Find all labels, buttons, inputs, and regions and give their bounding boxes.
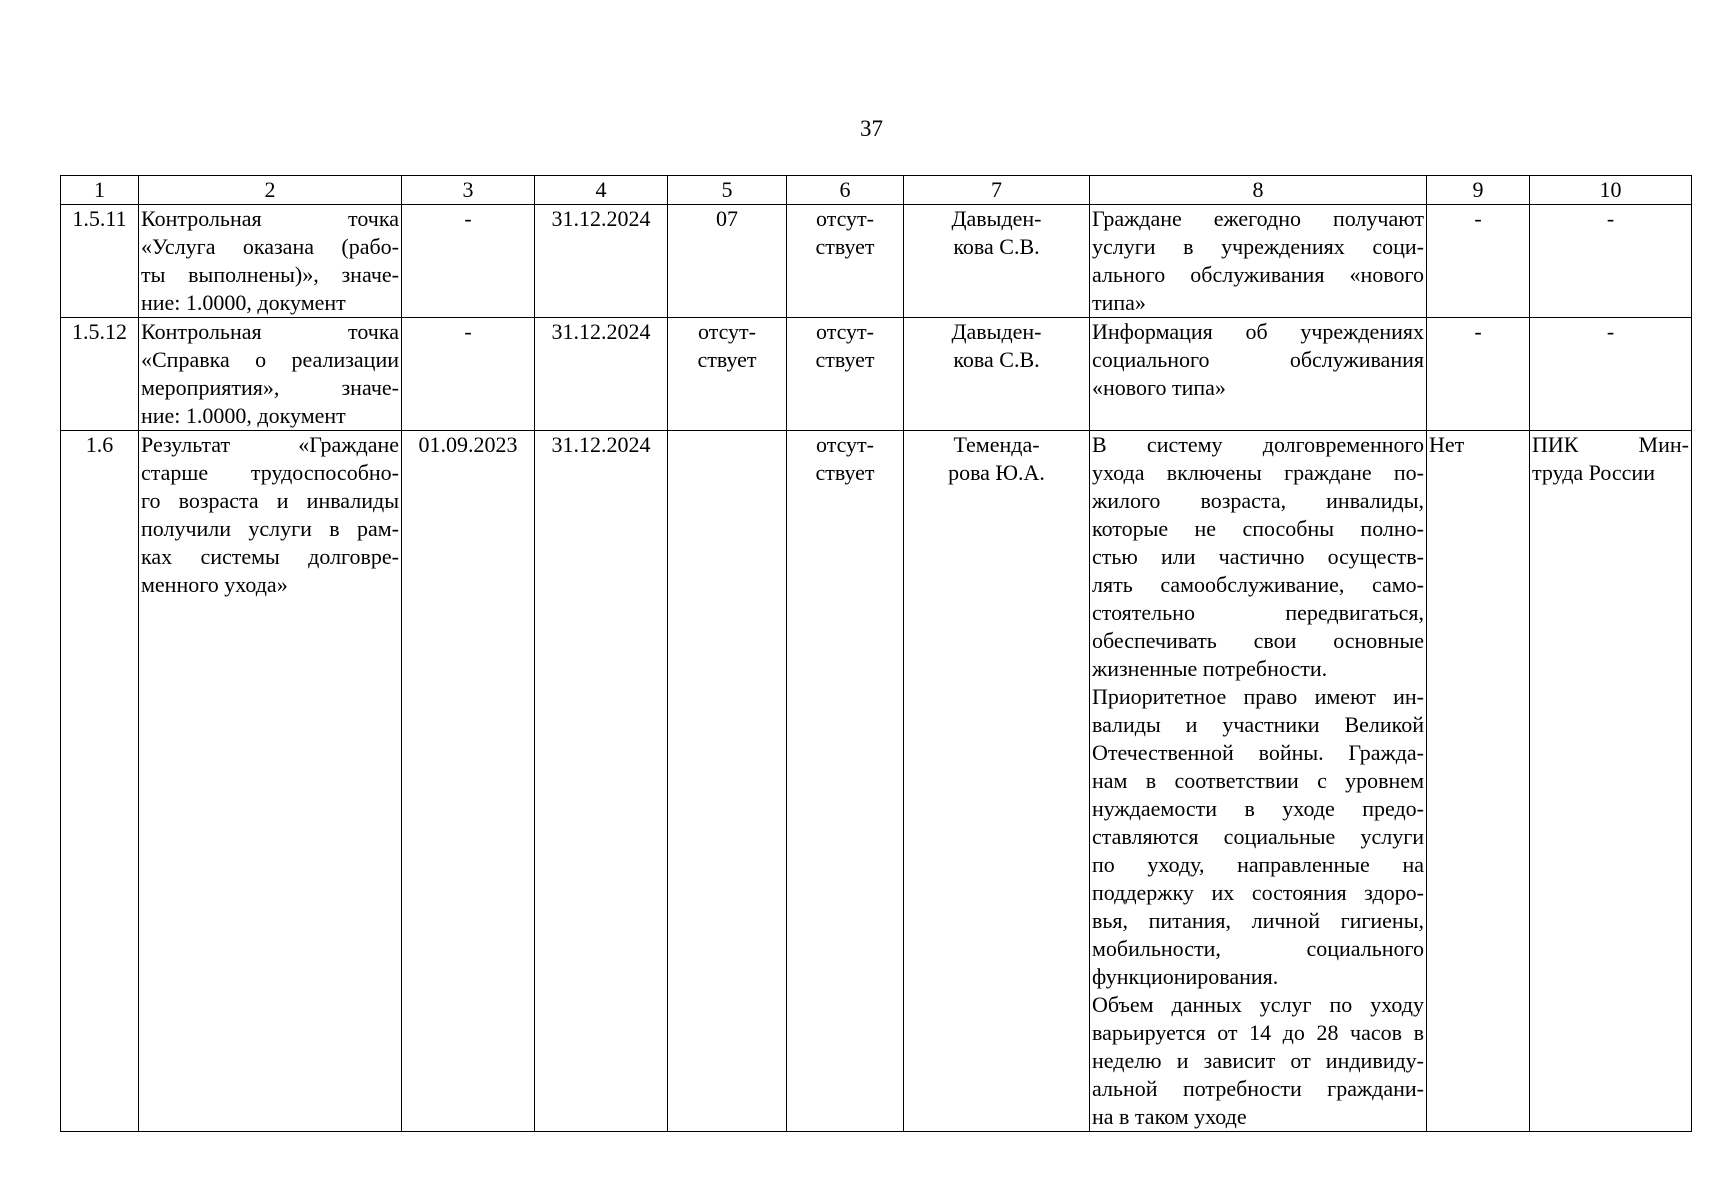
column-6-value-line: ствует [815,460,875,485]
row-description-line: ухода включены граждане по- [1092,460,1424,485]
column-10-value-line: - [1606,206,1615,231]
column-9-value: - [1427,318,1530,431]
column-header-9: 9 [1427,176,1530,205]
responsible-person-line: кова С.В. [953,234,1040,259]
column-10-value-line: ПИК Мин- [1532,432,1689,457]
column-header-6: 6 [787,176,904,205]
column-header-4: 4 [535,176,668,205]
row-name-line: ках системы долговре- [141,544,399,569]
row-description-line: мобильности, социального [1092,936,1424,961]
row-name-line: ние: 1.0000, документ [141,403,346,428]
row-description-line: варьируется от 14 до 28 часов в [1092,1020,1424,1045]
row-description-line: Приоритетное право имеют ин- [1092,684,1424,709]
start-date: - [402,205,535,318]
document-table [60,175,1692,1132]
table-body [61,176,1692,1132]
row-name-line: старше трудоспособно- [141,460,399,485]
column-5-value [668,431,787,1132]
row-description-line: нуждаемости в уходе предо- [1092,796,1424,821]
row-number: 1.5.12 [61,318,139,431]
row-description [1090,205,1427,318]
responsible-person [904,205,1090,318]
row-description [1090,318,1427,431]
row-description-line: Отечественной войны. Гражда- [1092,740,1424,765]
row-description-line: которые не способны полно- [1092,516,1424,541]
table-row [61,205,1692,318]
row-name-line: Контрольная точка [141,206,399,231]
row-description-line: лять самообслуживание, само- [1092,572,1424,597]
row-name [139,205,402,318]
column-header-10: 10 [1530,176,1692,205]
responsible-person-line: рова Ю.А. [948,460,1045,485]
column-10-value-line: - [1606,319,1615,344]
column-header-3: 3 [402,176,535,205]
row-name-line: «Справка о реализации [141,347,399,372]
row-description-line: жилого возраста, инвалиды, [1092,488,1424,513]
column-10-value [1530,205,1692,318]
row-description-line: на в таком уходе [1092,1104,1247,1129]
start-date: 01.09.2023 [402,431,535,1132]
row-description-line: стью или частично осуществ- [1092,544,1424,569]
table-row [61,318,1692,431]
column-6-value-line: ствует [815,234,875,259]
row-description-line: В систему долговременного [1092,432,1424,457]
row-description-line: типа» [1092,290,1146,315]
column-10-value [1530,318,1692,431]
column-6-value [787,431,904,1132]
row-description-line: услуги в учреждениях соци- [1092,234,1424,259]
end-date: 31.12.2024 [535,431,668,1132]
row-description-line: функционирования. [1092,964,1279,989]
row-description-line: Информация об учреждениях [1092,319,1424,344]
column-header-2: 2 [139,176,402,205]
column-9-value: Нет [1427,431,1530,1132]
responsible-person-line: Давыден- [951,319,1042,344]
column-6-value [787,205,904,318]
row-number: 1.5.11 [61,205,139,318]
column-5-value-line: 07 [716,206,738,231]
row-description-line: «нового типа» [1092,375,1226,400]
row-description-line: жизненные потребности. [1092,656,1328,681]
column-5-value [668,318,787,431]
row-name-line: Контрольная точка [141,319,399,344]
column-5-value [668,205,787,318]
column-5-value-line: ствует [697,347,757,372]
column-header-7: 7 [904,176,1090,205]
responsible-person-line: кова С.В. [953,347,1040,372]
table-header-row [61,176,1692,205]
column-6-value-line: отсут- [815,206,874,231]
row-description-line: ального обслуживания «нового [1092,262,1424,287]
row-description-line: стоятельно передвигаться, [1092,600,1424,625]
column-6-value-line: ствует [815,347,875,372]
row-name-line: менного ухода» [141,572,288,597]
row-name-line: «Услуга оказана (рабо- [141,234,399,259]
row-name-line: ты выполнены)», значе- [141,262,399,287]
page-number: 37 [860,116,883,141]
row-description-line: поддержку их состояния здоро- [1092,880,1424,905]
column-6-value [787,318,904,431]
row-name-line: получили услуги в рам- [141,516,399,541]
row-description-line: ставляются социальные услуги [1092,824,1424,849]
row-description-line: по уходу, направленные на [1092,852,1424,877]
row-description-line: социального обслуживания [1092,347,1424,372]
column-10-value-line: труда России [1532,460,1655,485]
table-row [61,431,1692,1132]
row-name-line: ние: 1.0000, документ [141,290,346,315]
row-number: 1.6 [61,431,139,1132]
column-6-value-line: отсут- [815,319,874,344]
row-description-line: нам в соответствии с уровнем [1092,768,1424,793]
row-name [139,431,402,1132]
end-date: 31.12.2024 [535,318,668,431]
start-date: - [402,318,535,431]
row-description-line: обеспечивать свои основные [1092,628,1424,653]
row-description-line: валиды и участники Великой [1092,712,1424,737]
column-header-5: 5 [668,176,787,205]
row-name-line: го возраста и инвалиды [141,488,399,513]
responsible-person-line: Давыден- [951,206,1042,231]
row-description-line: неделю и зависит от индивиду- [1092,1048,1424,1073]
row-description-line: Объем данных услуг по уходу [1092,992,1424,1017]
row-description [1090,431,1427,1132]
row-description-line: вья, питания, личной гигиены, [1092,908,1424,933]
row-description-line: Граждане ежегодно получают [1092,206,1424,231]
responsible-person [904,431,1090,1132]
end-date: 31.12.2024 [535,205,668,318]
column-5-value-line: отсут- [697,319,756,344]
column-10-value [1530,431,1692,1132]
column-6-value-line: отсут- [815,432,874,457]
row-name [139,318,402,431]
row-description-line: альной потребности граждани- [1092,1076,1424,1101]
responsible-person-line: Теменда- [953,432,1040,457]
responsible-person [904,318,1090,431]
row-name-line: мероприятия», значе- [141,375,399,400]
column-header-1: 1 [61,176,139,205]
column-9-value: - [1427,205,1530,318]
row-name-line: Результат «Граждане [141,432,399,457]
column-header-8: 8 [1090,176,1427,205]
